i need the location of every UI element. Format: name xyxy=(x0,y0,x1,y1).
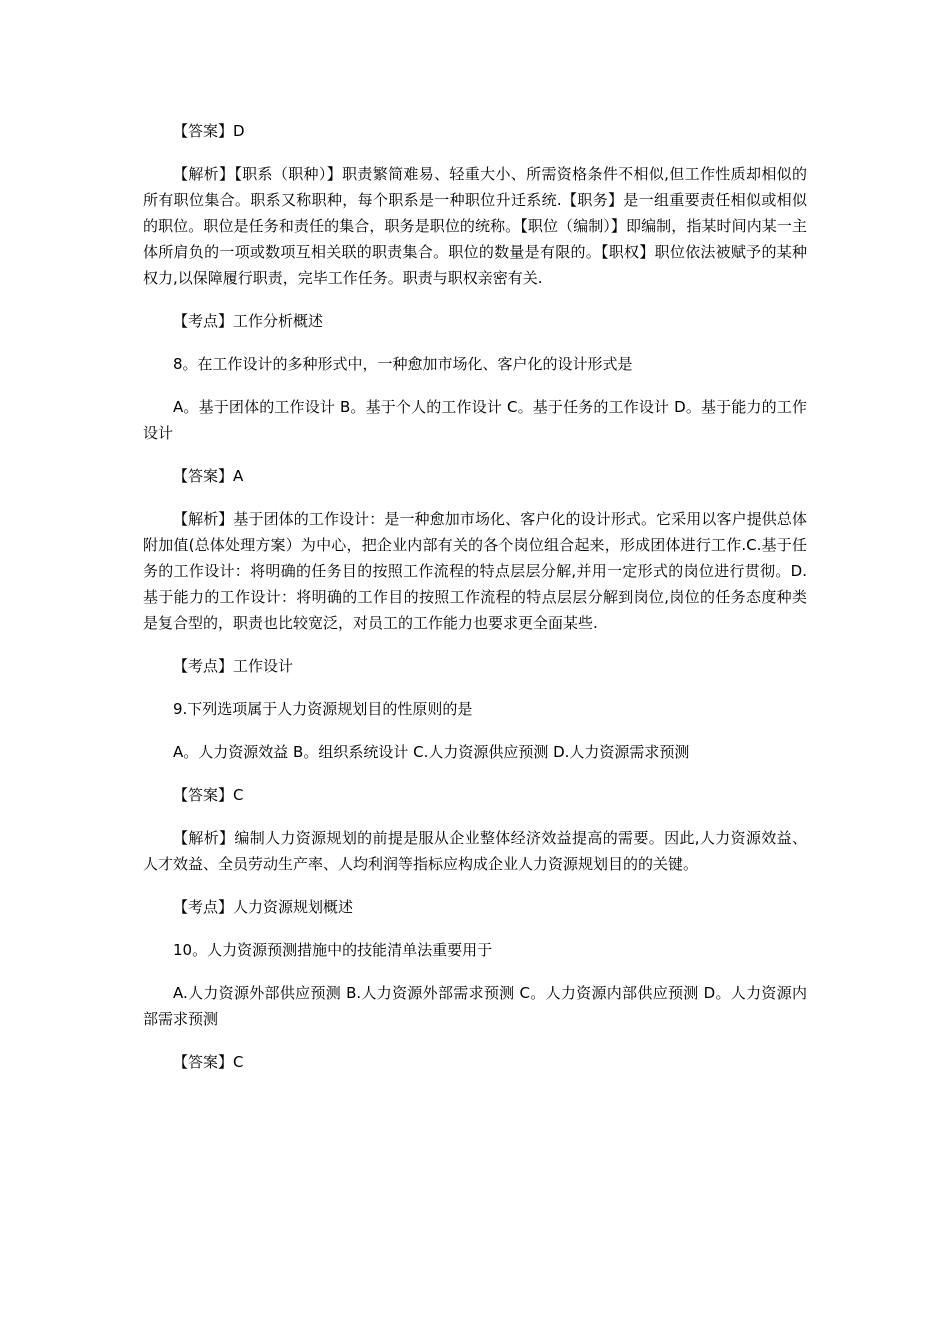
document-page xyxy=(143,118,807,1092)
question-10: 10。人力资源预测措施中的技能清单法重要用于 xyxy=(173,941,493,959)
question-10-options: A.人力资源外部供应预测 B.人力资源外部需求预测 C。人力资源内部供应预测 D。人力资源内部需求预测 xyxy=(143,984,808,1028)
question-8-options: A。基于团体的工作设计 B。基于个人的工作设计 C。基于任务的工作设计 D。基于能力的工作设计 xyxy=(143,398,807,442)
question-9-options: A。人力资源效益 B。组织系统设计 C.人力资源供应预测 D.人力资源需求预测 xyxy=(173,743,690,761)
key-point-line: 【考点】工作分析概述 xyxy=(173,312,324,330)
answer-line: 【答案】D xyxy=(173,122,245,140)
analysis-paragraph: 【解析】编制人力资源规划的前提是服从企业整体经济效益提高的需要。因此,人力资源效益、人才效益、全员劳动生产率、人均利润等指标应构成企业人力资源规划目的的关键。 xyxy=(143,829,807,873)
key-point-line: 【考点】工作设计 xyxy=(173,657,294,675)
analysis-paragraph: 【解析】【职系（职种）】职责繁简难易、轻重大小、所需资格条件不相似,但工作性质却相似的所有职位集合。职系又称职种，每个职系是一种职位升迁系统.【职务】是一组重要责任相似或相似的职位。职位是任务和责任的集合，职务是职位的统称。【职位（编制）】即编制，指某时间内某一主体所肩负的一项或数项互相关联的职责集合。职位的数量是有限的。【职权】职位依法被赋予的某种权力,以保障履行职责，完毕工作任务。职责与职权亲密有关. xyxy=(143,165,807,287)
answer-line: 【答案】A xyxy=(173,467,244,485)
analysis-paragraph: 【解析】基于团体的工作设计：是一种愈加市场化、客户化的设计形式。它采用以客户提供总体附加值(总体处理方案）为中心，把企业内部有关的各个岗位组合起来，形成团体进行工作.C.基于任务的工作设计：将明确的任务目的按照工作流程的特点层层分解,并用一定形式的岗位进行贯彻。D.基于能力的工作设计：将明确的工作目的按照工作流程的特点层层分解到岗位,岗位的任务态度种类是复合型的，职责也比较宽泛，对员工的工作能力也要求更全面某些. xyxy=(143,510,807,632)
answer-line: 【答案】C xyxy=(173,1053,244,1071)
question-9: 9.下列选项属于人力资源规划目的性原则的是 xyxy=(173,700,473,718)
key-point-line: 【考点】人力资源规划概述 xyxy=(173,898,354,916)
answer-line: 【答案】C xyxy=(173,786,244,804)
question-8: 8。在工作设计的多种形式中，一种愈加市场化、客户化的设计形式是 xyxy=(173,355,633,373)
